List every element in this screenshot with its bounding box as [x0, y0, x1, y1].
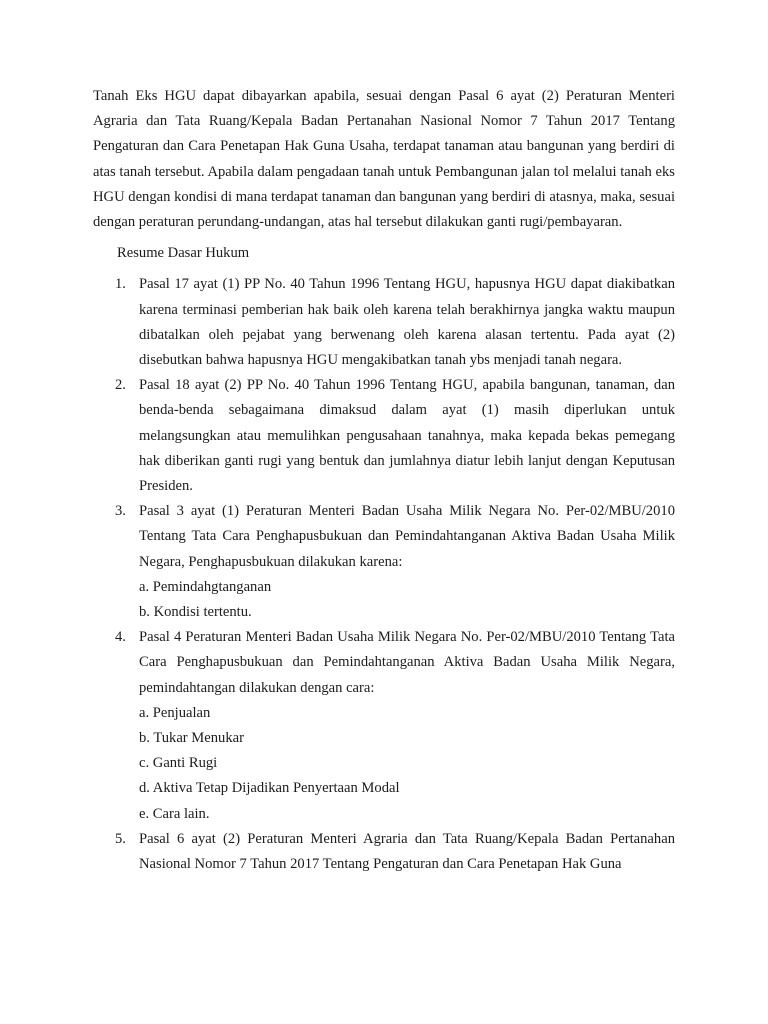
sub-item: a. Pemindahgtanganan — [139, 578, 272, 595]
sub-item: b. Kondisi tertentu. — [139, 604, 252, 621]
legal-basis-list — [93, 272, 675, 877]
intro-paragraph: Tanah Eks HGU dapat dibayarkan apabila, sesuai dengan Pasal 6 ayat (2) Peraturan Menteri Agraria dan Tata Ruang/Kepala Badan Pertanahan Nasional Nomor 7 Tahun 2017 Tentang Pengaturan dan Cara Penetapan Hak Guna Usaha, terdapat tanaman atau bangunan yang berdiri di atas tanah tersebut. Apabila dalam pengadaan tanah untuk Pembangunan jalan tol melalui tanah eks HGU dengan kondisi di mana terdapat tanaman dan bangunan yang berdiri di atasnya, maka, sesuai dengan peraturan perundang-undangan, atas hal tersebut dilakukan ganti rugi/pembayaran. — [93, 88, 675, 231]
sub-item: d. Aktiva Tetap Dijadikan Penyertaan Modal — [139, 780, 400, 797]
sub-item: a. Penjualan — [139, 704, 211, 721]
list-number: 4. — [115, 629, 126, 646]
sub-item: e. Cara lain. — [139, 805, 210, 822]
document-page — [93, 84, 675, 877]
list-item-text: Pasal 17 ayat (1) PP No. 40 Tahun 1996 Tentang HGU, hapusnya HGU dapat diakibatkan karena terminasi pemberian hak baik oleh karena telah berakhirnya jangka waktu maupun dibatalkan oleh pejabat yang berwenang oleh karena alasan tertentu. Pada ayat (2) disebutkan bahwa hapusnya HGU mengakibatkan tanah ybs menjadi tanah negara. — [139, 276, 675, 369]
section-heading: Resume Dasar Hukum — [117, 245, 250, 262]
list-item — [93, 827, 675, 877]
sub-item: b. Tukar Menukar — [139, 730, 244, 747]
list-item-text: Pasal 18 ayat (2) PP No. 40 Tahun 1996 Tentang HGU, apabila bangunan, tanaman, dan benda-benda sebagaimana dimaksud dalam ayat (1) masih diperlukan untuk melangsungkan atau memulihkan pengusahaan tanahnya, maka kepada bekas pemegang hak diberikan ganti rugi yang bentuk dan jumlahnya diatur lebih lanjut dengan Keputusan Presiden. — [139, 377, 675, 495]
list-item — [93, 625, 675, 827]
list-item-text: Pasal 6 ayat (2) Peraturan Menteri Agraria dan Tata Ruang/Kepala Badan Pertanahan Nasional Nomor 7 Tahun 2017 Tentang Pengaturan dan Cara Penetapan Hak Guna — [139, 830, 675, 873]
list-item-text: Pasal 4 Peraturan Menteri Badan Usaha Milik Negara No. Per-02/MBU/2010 Tentang Tata Cara Penghapusbukuan dan Pemindahtanganan Aktiva Badan Usaha Milik Negara, pemindahtangan dilakukan dengan cara: — [139, 629, 675, 696]
list-number: 2. — [115, 377, 126, 394]
list-item — [93, 373, 675, 499]
list-item-text: Pasal 3 ayat (1) Peraturan Menteri Badan Usaha Milik Negara No. Per-02/MBU/2010 Tentang Tata Cara Penghapusbukuan dan Pemindahtanganan Aktiva Badan Usaha Milik Negara, Penghapusbukuan dilakukan karena: — [139, 503, 675, 570]
list-number: 3. — [115, 503, 126, 520]
list-item — [93, 499, 675, 625]
sub-item: c. Ganti Rugi — [139, 755, 218, 772]
list-number: 5. — [115, 830, 126, 847]
list-item — [93, 272, 675, 373]
list-number: 1. — [115, 276, 126, 293]
